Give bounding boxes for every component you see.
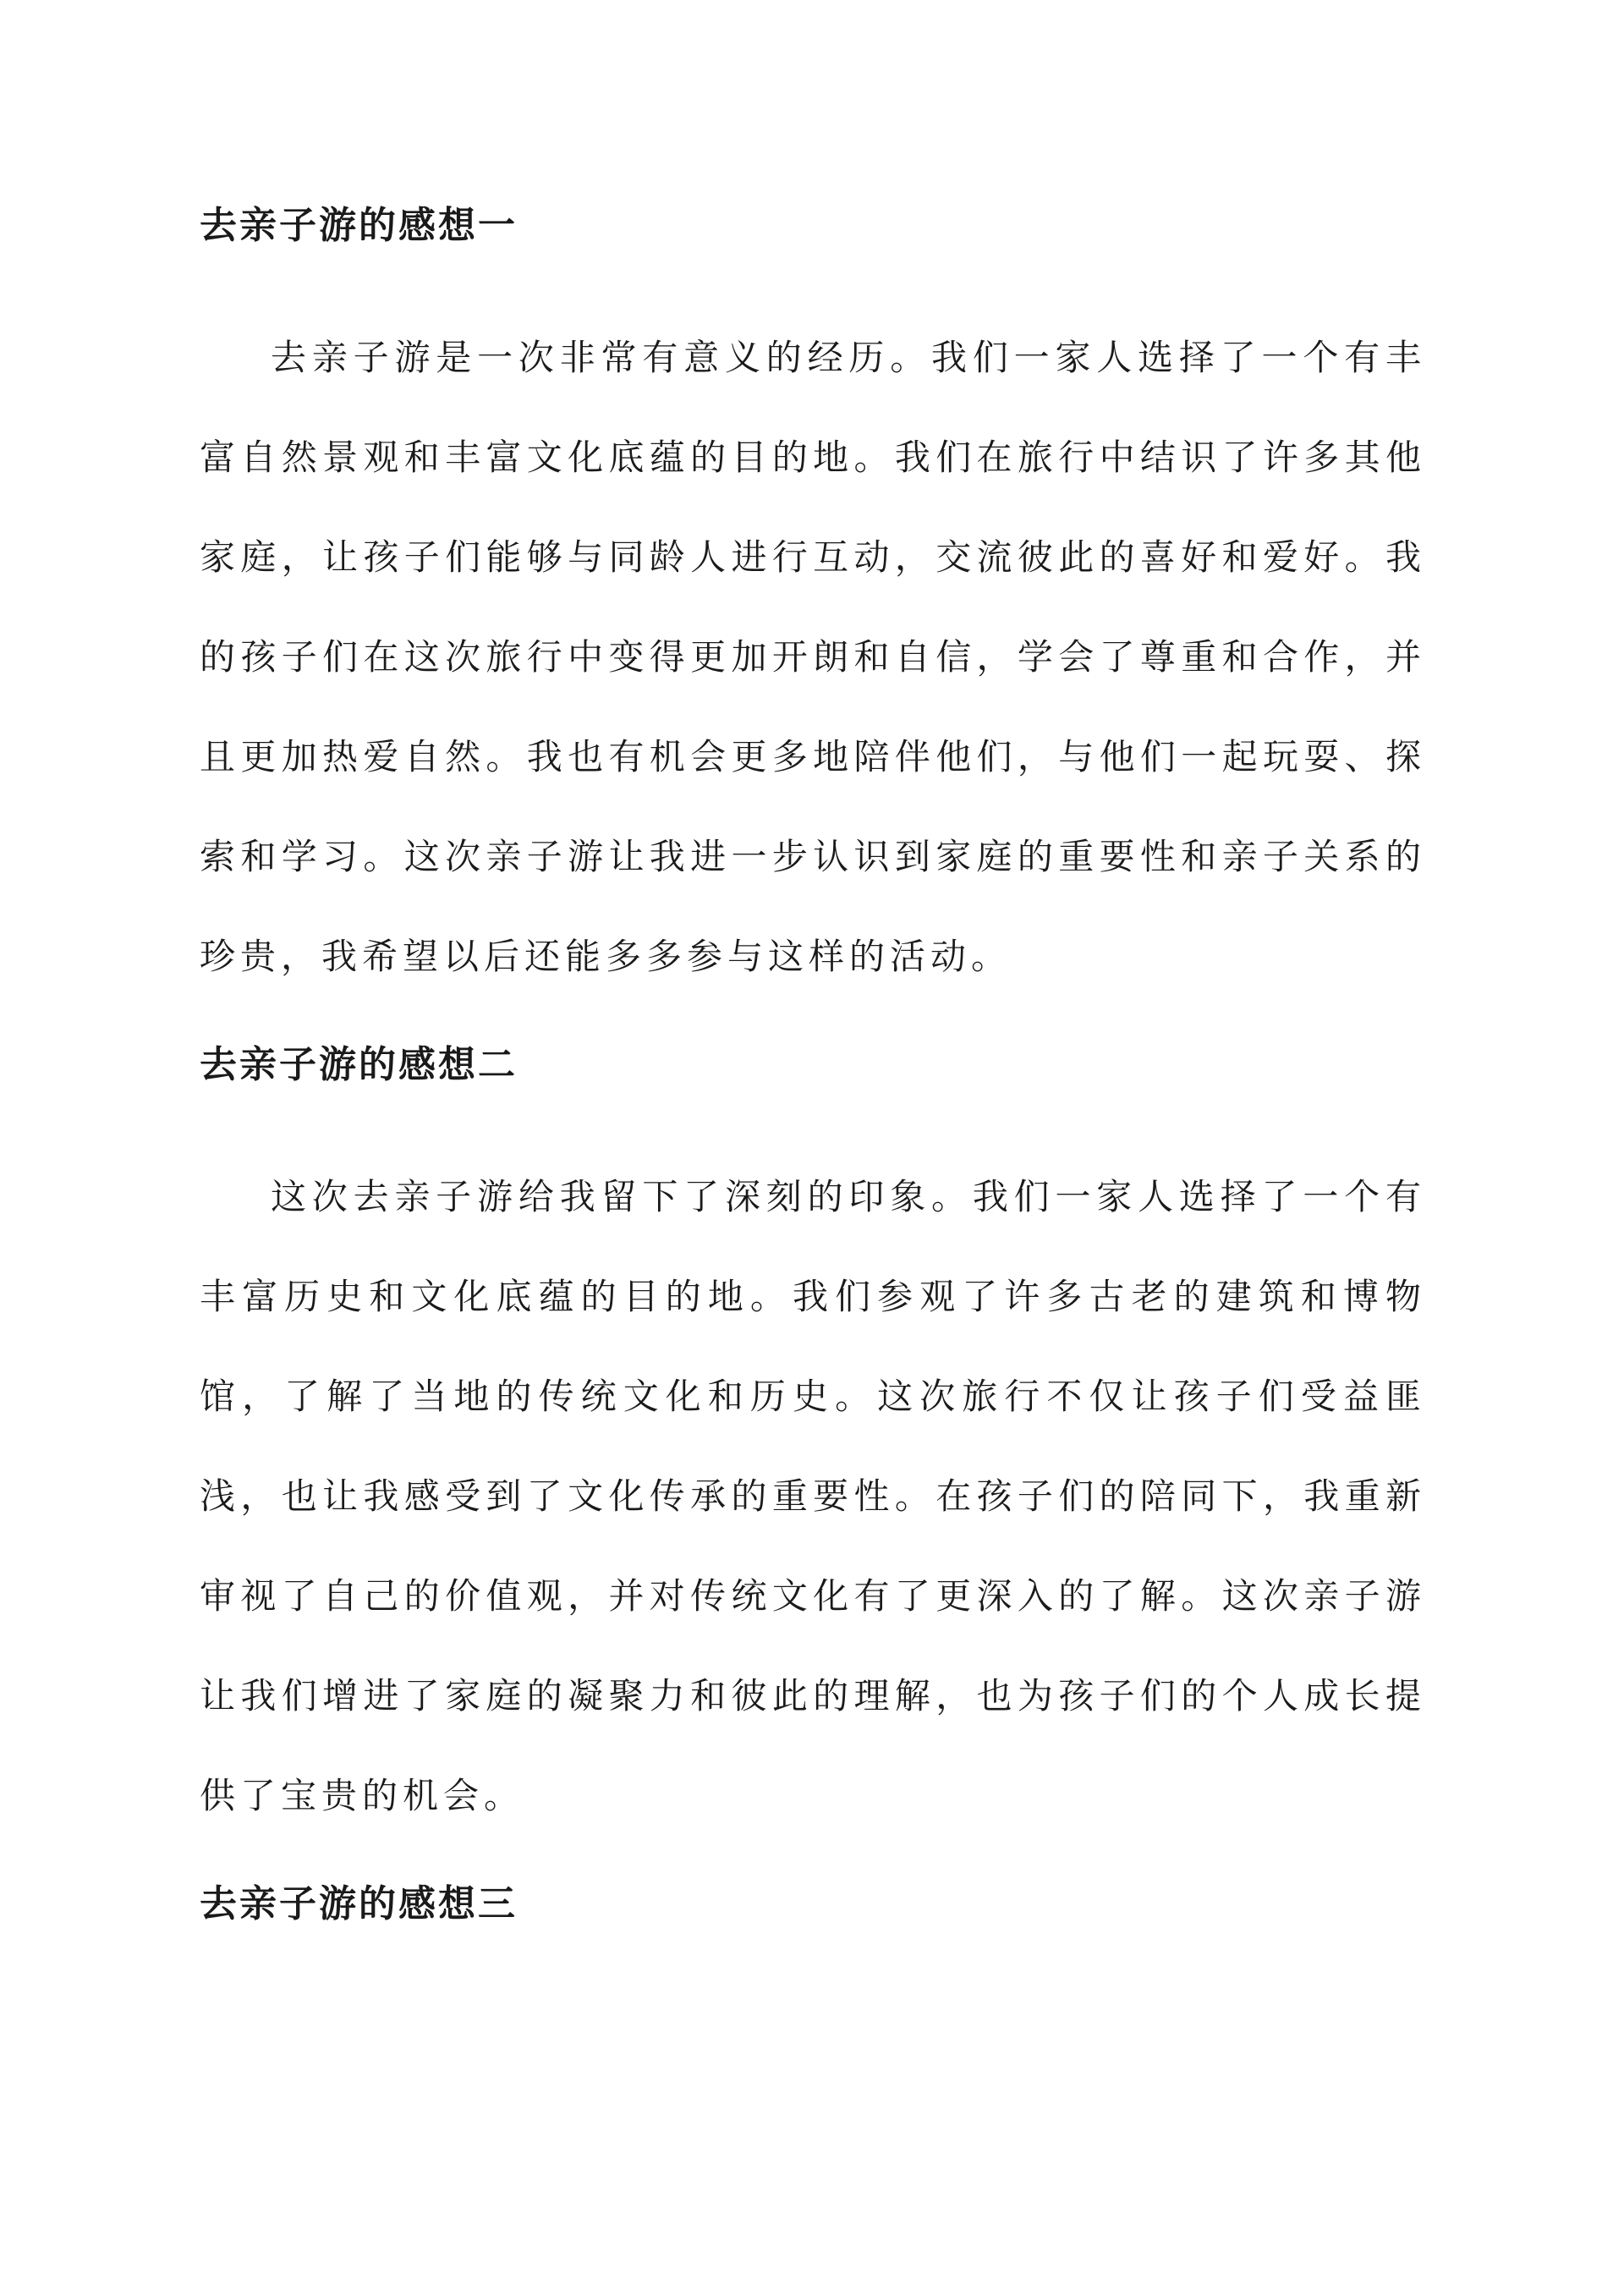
document-content	[200, 188, 1426, 1942]
section-paragraph-2: 这次去亲子游给我留下了深刻的印象。我们一家人选择了一个有丰富历史和文化底蕴的目的地。我们参观了许多古老的建筑和博物馆，了解了当地的传统文化和历史。这次旅行不仅让孩子们受益匪浅，也让我感受到了文化传承的重要性。在孩子们的陪同下，我重新审视了自己的价值观，并对传统文化有了更深入的了解。这次亲子游让我们增进了家庭的凝聚力和彼此的理解，也为孩子们的个人成长提供了宝贵的机会。	[200, 1176, 1426, 1816]
section-title-1: 去亲子游的感想一	[200, 204, 518, 247]
section-title-3: 去亲子游的感想三	[200, 1882, 518, 1925]
section-title-2: 去亲子游的感想二	[200, 1043, 518, 1086]
section-paragraph-1: 去亲子游是一次非常有意义的经历。我们一家人选择了一个有丰富自然景观和丰富文化底蕴的目的地。我们在旅行中结识了许多其他家庭，让孩子们能够与同龄人进行互动，交流彼此的喜好和爱好。我的孩子们在这次旅行中变得更加开朗和自信，学会了尊重和合作，并且更加热爱自然。我也有机会更多地陪伴他们，与他们一起玩耍、探索和学习。这次亲子游让我进一步认识到家庭的重要性和亲子关系的珍贵，我希望以后还能多多参与这样的活动。	[200, 337, 1426, 977]
